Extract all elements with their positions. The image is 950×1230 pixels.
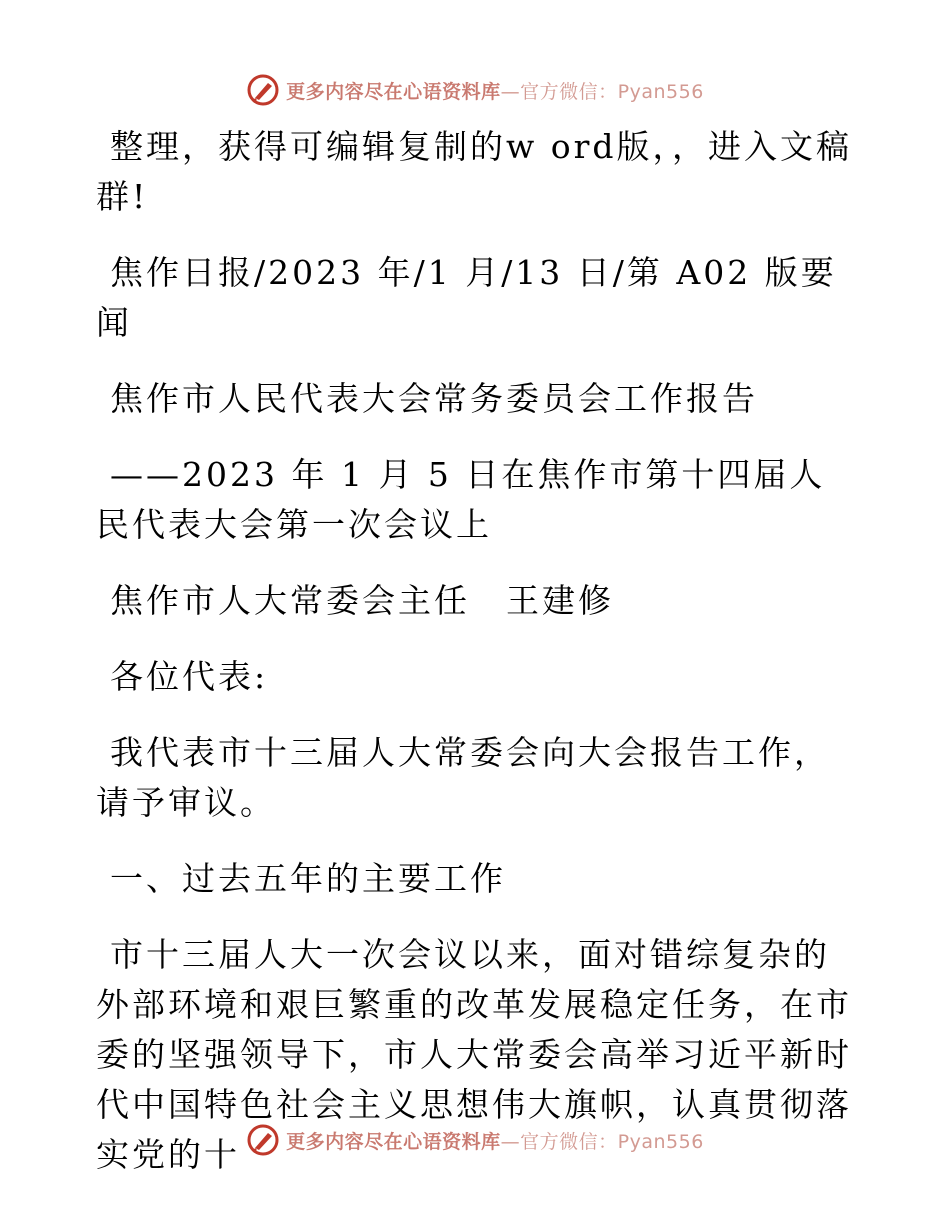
paragraph-intro: 我代表市十三届人大常委会向大会报告工作，请予审议。 (96, 733, 830, 822)
document-title: 焦作市人民代表大会常务委员会工作报告 (110, 379, 758, 418)
pen-logo-icon (246, 73, 280, 107)
banner-suffix-text: —官方微信：Pyan556 (500, 1130, 704, 1153)
salutation: 各位代表: (110, 657, 269, 696)
paragraph-body: 市十三届人大一次会议以来，面对错综复杂的外部环境和艰巨繁重的改革发展稳定任务，在市委的坚强领导下，市人大常委会高举习近平新时代中国特色社会主义思想伟大旗帜，认真贯彻落实党的十 (96, 935, 852, 1174)
paragraph-notice: 整理，获得可编辑复制的w ord版，，进入文稿群! (96, 127, 853, 216)
document-author: 焦作市人大常委会主任 王建修 (110, 581, 614, 620)
header-banner (0, 70, 950, 110)
section-heading: 一、过去五年的主要工作 (110, 859, 506, 898)
banner-prefix-text: 更多内容尽在心语资料库 (286, 1130, 501, 1153)
footer-banner (0, 1120, 950, 1160)
banner-suffix-text: —官方微信：Pyan556 (500, 80, 704, 103)
banner-prefix-text: 更多内容尽在心语资料库 (286, 80, 501, 103)
pen-logo-icon (246, 1123, 280, 1157)
document-body (96, 122, 856, 1206)
document-subtitle: ——2023 年 1 月 5 日在焦作市第十四届人民代表大会第一次会议上 (96, 455, 826, 544)
paragraph-source: 焦作日报/2023 年/1 月/13 日/第 A02 版要闻 (96, 253, 837, 342)
